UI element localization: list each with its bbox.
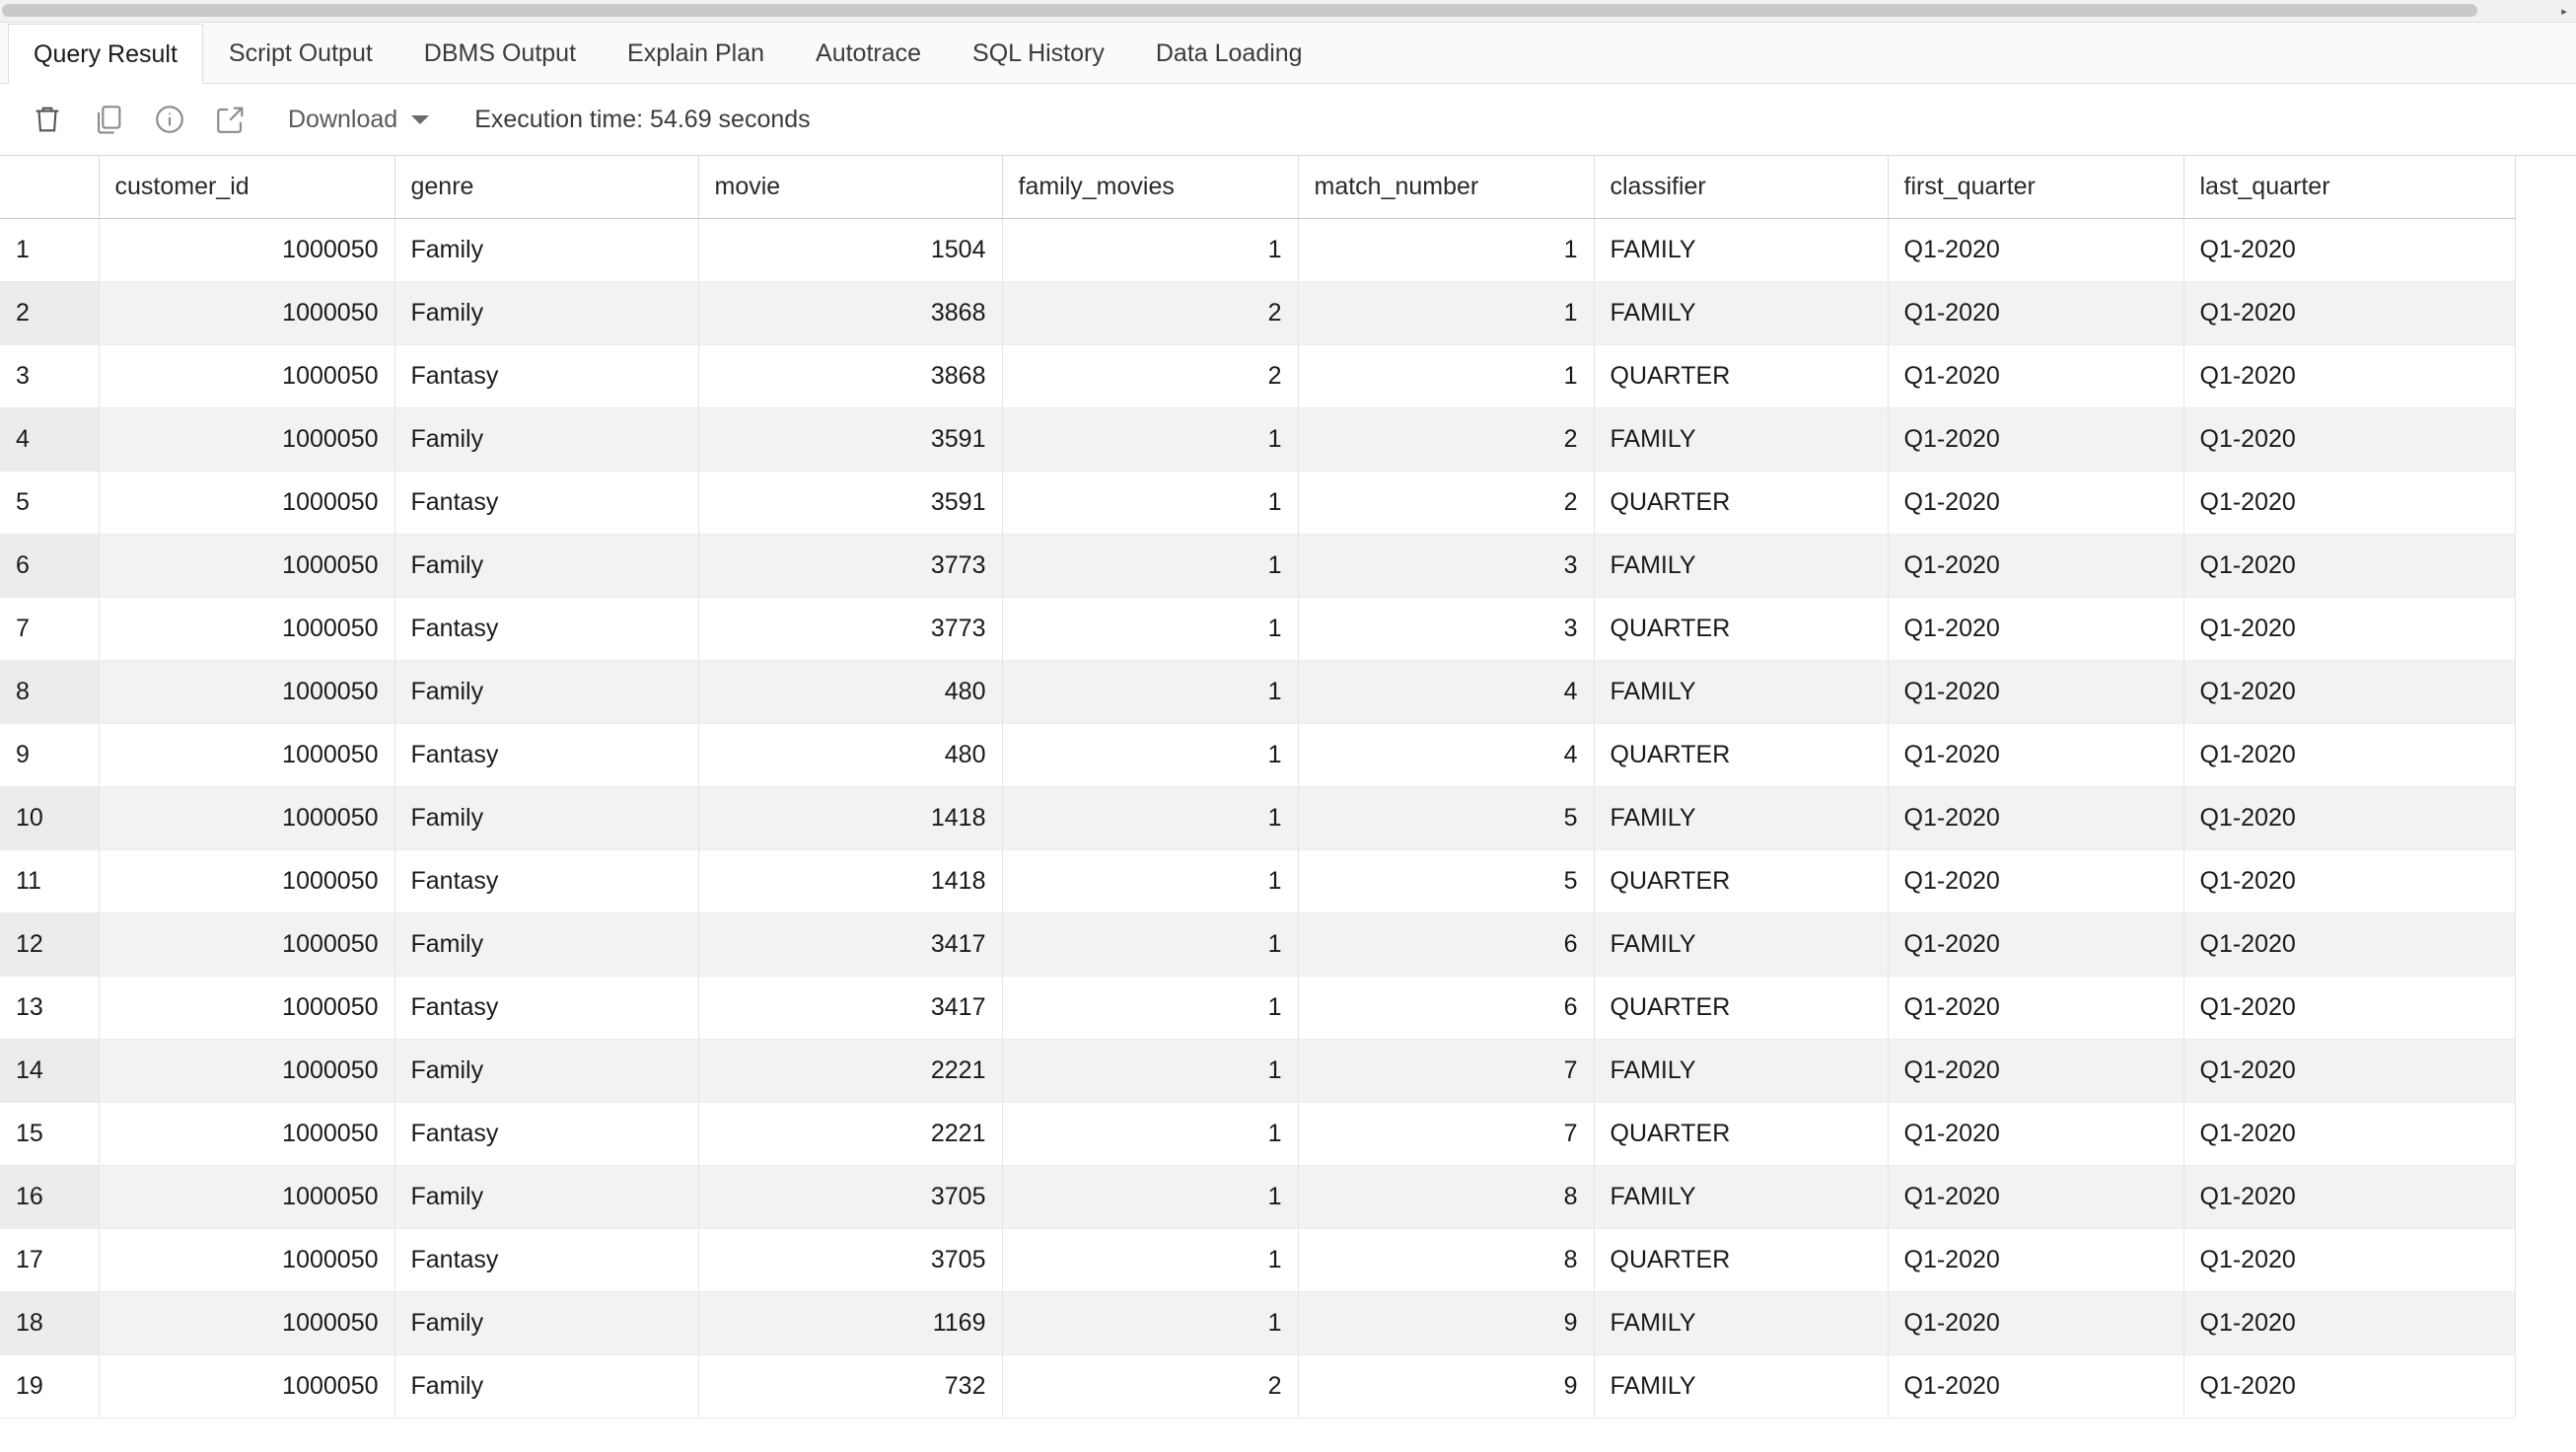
table-cell[interactable]: 1169 [698, 1291, 1002, 1354]
table-cell[interactable]: Fantasy [394, 597, 698, 660]
table-cell[interactable]: 2 [1298, 407, 1594, 471]
table-cell[interactable]: Q1-2020 [1888, 1228, 2183, 1291]
table-cell[interactable]: Family [394, 660, 698, 723]
table-row[interactable] [0, 1039, 2515, 1102]
table-cell[interactable]: 1000050 [99, 1102, 394, 1165]
table-cell[interactable]: Family [394, 1165, 698, 1228]
table-cell[interactable]: 1000050 [99, 1228, 394, 1291]
results-tabbar [0, 23, 2576, 84]
table-cell[interactable]: Q1-2020 [1888, 471, 2183, 534]
table-cell[interactable]: 2 [1298, 471, 1594, 534]
table-cell[interactable]: Q1-2020 [2183, 912, 2515, 976]
table-cell[interactable]: Q1-2020 [2183, 597, 2515, 660]
table-cell[interactable]: 7 [1298, 1039, 1594, 1102]
table-cell[interactable]: Q1-2020 [2183, 1039, 2515, 1102]
table-cell[interactable]: QUARTER [1594, 976, 1888, 1039]
table-cell[interactable]: Fantasy [394, 344, 698, 407]
table-body [0, 218, 2515, 1417]
tab-explain-plan[interactable]: Explain Plan [627, 39, 765, 67]
row-number-cell[interactable]: 14 [0, 1039, 99, 1102]
table-cell[interactable]: 6 [1298, 976, 1594, 1039]
table-cell[interactable]: Q1-2020 [1888, 849, 2183, 912]
table-cell[interactable]: Q1-2020 [1888, 912, 2183, 976]
table-row[interactable] [0, 407, 2515, 471]
table-cell[interactable]: FAMILY [1594, 660, 1888, 723]
table-cell[interactable]: FAMILY [1594, 786, 1888, 849]
table-cell[interactable]: 3773 [698, 597, 1002, 660]
table-cell[interactable]: Q1-2020 [1888, 1165, 2183, 1228]
row-number-cell[interactable]: 4 [0, 407, 99, 471]
table-cell[interactable]: 1 [1002, 1102, 1298, 1165]
table-cell[interactable]: 9 [1298, 1354, 1594, 1417]
table-cell[interactable]: Fantasy [394, 976, 698, 1039]
row-number-cell[interactable]: 18 [0, 1291, 99, 1354]
table-cell[interactable]: Family [394, 218, 698, 281]
table-row[interactable] [0, 597, 2515, 660]
table-row[interactable] [0, 786, 2515, 849]
table-header-row [0, 156, 2515, 218]
table-cell[interactable]: Q1-2020 [1888, 723, 2183, 786]
table-cell[interactable]: Fantasy [394, 723, 698, 786]
row-number-cell[interactable]: 6 [0, 534, 99, 597]
table-cell[interactable]: Family [394, 281, 698, 344]
table-cell[interactable]: Q1-2020 [2183, 1354, 2515, 1417]
table-cell[interactable]: Q1-2020 [1888, 660, 2183, 723]
table-cell[interactable]: 1000050 [99, 1165, 394, 1228]
table-cell[interactable]: 3705 [698, 1165, 1002, 1228]
tab-script-output[interactable]: Script Output [228, 39, 373, 67]
table-cell[interactable]: 8 [1298, 1165, 1594, 1228]
table-cell[interactable]: Q1-2020 [2183, 849, 2515, 912]
table-cell[interactable]: 2221 [698, 1102, 1002, 1165]
table-cell[interactable]: 1000050 [99, 534, 394, 597]
table-cell[interactable]: 1000050 [99, 281, 394, 344]
table-cell[interactable]: FAMILY [1594, 1291, 1888, 1354]
table-cell[interactable]: 1 [1002, 407, 1298, 471]
column-header-family_movies[interactable]: family_movies [1002, 156, 1298, 218]
info-icon[interactable] [144, 94, 195, 145]
table-cell[interactable]: Q1-2020 [1888, 407, 2183, 471]
table-cell[interactable]: QUARTER [1594, 723, 1888, 786]
table-row[interactable] [0, 218, 2515, 281]
table-cell[interactable]: 5 [1298, 849, 1594, 912]
table-cell[interactable]: 3 [1298, 534, 1594, 597]
table-cell[interactable]: 1000050 [99, 1039, 394, 1102]
table-row[interactable] [0, 471, 2515, 534]
table-cell[interactable]: 1000050 [99, 1354, 394, 1417]
row-number-cell[interactable]: 11 [0, 849, 99, 912]
table-cell[interactable]: Q1-2020 [1888, 597, 2183, 660]
table-row[interactable] [0, 1291, 2515, 1354]
row-number-cell[interactable]: 19 [0, 1354, 99, 1417]
table-cell[interactable]: 2 [1002, 344, 1298, 407]
table-cell[interactable]: Q1-2020 [1888, 1039, 2183, 1102]
table-cell[interactable]: Q1-2020 [2183, 534, 2515, 597]
scrollbar-thumb[interactable] [2, 4, 2477, 17]
column-header-last_quarter[interactable]: last_quarter [2183, 156, 2515, 218]
table-cell[interactable]: QUARTER [1594, 344, 1888, 407]
table-cell[interactable]: Family [394, 1291, 698, 1354]
table-cell[interactable]: Family [394, 1354, 698, 1417]
table-row[interactable] [0, 344, 2515, 407]
table-cell[interactable]: 3591 [698, 471, 1002, 534]
table-cell[interactable]: 4 [1298, 660, 1594, 723]
row-number-cell[interactable]: 17 [0, 1228, 99, 1291]
table-cell[interactable]: 3868 [698, 281, 1002, 344]
table-cell[interactable]: Q1-2020 [1888, 1291, 2183, 1354]
download-label: Download [288, 105, 398, 133]
table-cell[interactable]: FAMILY [1594, 534, 1888, 597]
table-cell[interactable]: 1 [1002, 1039, 1298, 1102]
table-cell[interactable]: 9 [1298, 1291, 1594, 1354]
table-cell[interactable]: FAMILY [1594, 218, 1888, 281]
table-cell[interactable]: 1000050 [99, 723, 394, 786]
row-number-cell[interactable]: 5 [0, 471, 99, 534]
table-cell[interactable]: Q1-2020 [2183, 1102, 2515, 1165]
column-header-match_number[interactable]: match_number [1298, 156, 1594, 218]
table-cell[interactable]: 1 [1002, 912, 1298, 976]
column-header-classifier[interactable]: classifier [1594, 156, 1888, 218]
column-header-movie[interactable]: movie [698, 156, 1002, 218]
table-cell[interactable]: Q1-2020 [1888, 786, 2183, 849]
table-cell[interactable]: Family [394, 912, 698, 976]
table-cell[interactable]: 3417 [698, 976, 1002, 1039]
row-number-cell[interactable]: 10 [0, 786, 99, 849]
table-cell[interactable]: 480 [698, 723, 1002, 786]
table-row[interactable] [0, 1165, 2515, 1228]
tab-dbms-output[interactable]: DBMS Output [423, 39, 577, 67]
table-cell[interactable]: FAMILY [1594, 281, 1888, 344]
column-header-first_quarter[interactable]: first_quarter [1888, 156, 2183, 218]
scroll-right-arrow-icon[interactable]: ▸ [2552, 0, 2576, 22]
table-cell[interactable]: 3705 [698, 1228, 1002, 1291]
table-cell[interactable]: FAMILY [1594, 407, 1888, 471]
table-cell[interactable]: 2 [1002, 1354, 1298, 1417]
table-cell[interactable]: Family [394, 786, 698, 849]
table-cell[interactable]: QUARTER [1594, 849, 1888, 912]
table-cell[interactable]: Q1-2020 [2183, 218, 2515, 281]
table-cell[interactable]: 1504 [698, 218, 1002, 281]
row-number-cell[interactable]: 3 [0, 344, 99, 407]
row-number-cell[interactable]: 13 [0, 976, 99, 1039]
table-cell[interactable]: 1000050 [99, 976, 394, 1039]
table-cell[interactable]: 1000050 [99, 218, 394, 281]
row-number-cell[interactable]: 8 [0, 660, 99, 723]
result-table [0, 156, 2516, 1418]
table-cell[interactable]: 1 [1002, 786, 1298, 849]
table-cell[interactable]: 1000050 [99, 786, 394, 849]
results-toolbar [0, 84, 2576, 155]
table-cell[interactable]: Q1-2020 [2183, 407, 2515, 471]
table-row[interactable] [0, 281, 2515, 344]
trash-icon[interactable] [22, 94, 73, 145]
table-row[interactable] [0, 1102, 2515, 1165]
horizontal-scrollbar[interactable] [0, 0, 2576, 23]
table-cell[interactable]: 1 [1002, 660, 1298, 723]
table-cell[interactable]: 480 [698, 660, 1002, 723]
tab-sql-history[interactable]: SQL History [972, 39, 1105, 67]
table-row[interactable] [0, 1228, 2515, 1291]
table-cell[interactable]: 3591 [698, 407, 1002, 471]
table-cell[interactable]: Q1-2020 [1888, 281, 2183, 344]
table-cell[interactable]: 1000050 [99, 660, 394, 723]
table-cell[interactable]: 1 [1002, 1228, 1298, 1291]
table-cell[interactable]: Fantasy [394, 1228, 698, 1291]
table-row[interactable] [0, 1354, 2515, 1417]
table-cell[interactable]: 1 [1002, 471, 1298, 534]
column-header-rownum[interactable] [0, 156, 99, 218]
table-cell[interactable]: 1 [1002, 1291, 1298, 1354]
open-external-icon[interactable] [205, 94, 256, 145]
table-cell[interactable]: 3868 [698, 344, 1002, 407]
column-header-customer_id[interactable]: customer_id [99, 156, 394, 218]
table-row[interactable] [0, 534, 2515, 597]
table-cell[interactable]: 3 [1298, 597, 1594, 660]
download-button[interactable] [288, 106, 429, 134]
table-row[interactable] [0, 976, 2515, 1039]
table-header [0, 156, 2515, 218]
table-cell[interactable]: 1000050 [99, 407, 394, 471]
table-cell[interactable]: Fantasy [394, 471, 698, 534]
table-cell[interactable]: Q1-2020 [1888, 1102, 2183, 1165]
row-number-cell[interactable]: 15 [0, 1102, 99, 1165]
table-cell[interactable]: FAMILY [1594, 1039, 1888, 1102]
table-cell[interactable]: 1 [1002, 849, 1298, 912]
execution-time-label: Execution time: 54.69 seconds [474, 105, 811, 133]
table-row[interactable] [0, 723, 2515, 786]
table-cell[interactable]: 732 [698, 1354, 1002, 1417]
table-cell[interactable]: 5 [1298, 786, 1594, 849]
table-cell[interactable]: Q1-2020 [1888, 976, 2183, 1039]
table-cell[interactable]: 6 [1298, 912, 1594, 976]
table-cell[interactable]: 1000050 [99, 1291, 394, 1354]
table-row[interactable] [0, 660, 2515, 723]
table-cell[interactable]: 1 [1002, 976, 1298, 1039]
table-cell[interactable]: 1 [1298, 344, 1594, 407]
table-cell[interactable]: Q1-2020 [2183, 786, 2515, 849]
table-cell[interactable]: 1 [1002, 218, 1298, 281]
table-cell[interactable]: QUARTER [1594, 1228, 1888, 1291]
table-cell[interactable]: 1 [1298, 218, 1594, 281]
tab-data-loading[interactable]: Data Loading [1155, 39, 1303, 67]
table-cell[interactable]: 1000050 [99, 597, 394, 660]
table-cell[interactable]: Q1-2020 [2183, 281, 2515, 344]
table-cell[interactable]: Family [394, 1039, 698, 1102]
table-cell[interactable]: 1000050 [99, 912, 394, 976]
table-cell[interactable]: FAMILY [1594, 1354, 1888, 1417]
table-cell[interactable]: Q1-2020 [2183, 1228, 2515, 1291]
table-cell[interactable]: Fantasy [394, 1102, 698, 1165]
tab-autotrace[interactable]: Autotrace [816, 39, 922, 67]
table-cell[interactable]: 1418 [698, 786, 1002, 849]
table-cell[interactable]: Q1-2020 [1888, 534, 2183, 597]
table-row[interactable] [0, 912, 2515, 976]
table-cell[interactable]: Q1-2020 [2183, 1165, 2515, 1228]
table-cell[interactable]: FAMILY [1594, 1165, 1888, 1228]
column-header-genre[interactable]: genre [394, 156, 698, 218]
table-cell[interactable]: Q1-2020 [2183, 1291, 2515, 1354]
chevron-down-icon[interactable] [411, 115, 429, 124]
table-cell[interactable]: 3773 [698, 534, 1002, 597]
row-number-cell[interactable]: 9 [0, 723, 99, 786]
table-cell[interactable]: Q1-2020 [2183, 723, 2515, 786]
table-cell[interactable]: 1 [1002, 1165, 1298, 1228]
table-cell[interactable]: QUARTER [1594, 1102, 1888, 1165]
table-cell[interactable]: 4 [1298, 723, 1594, 786]
table-cell[interactable]: 2221 [698, 1039, 1002, 1102]
table-cell[interactable]: Family [394, 534, 698, 597]
result-grid[interactable] [0, 155, 2576, 1452]
table-cell[interactable]: QUARTER [1594, 597, 1888, 660]
table-cell[interactable]: Q1-2020 [1888, 218, 2183, 281]
row-number-cell[interactable]: 12 [0, 912, 99, 976]
table-cell[interactable]: 7 [1298, 1102, 1594, 1165]
table-cell[interactable]: 1 [1002, 723, 1298, 786]
table-cell[interactable]: 3417 [698, 912, 1002, 976]
table-cell[interactable]: 1 [1002, 597, 1298, 660]
table-cell[interactable]: Q1-2020 [1888, 1354, 2183, 1417]
table-cell[interactable]: Q1-2020 [2183, 976, 2515, 1039]
table-cell[interactable]: 1 [1298, 281, 1594, 344]
table-cell[interactable]: 1 [1002, 534, 1298, 597]
row-number-cell[interactable]: 7 [0, 597, 99, 660]
table-cell[interactable]: FAMILY [1594, 912, 1888, 976]
table-cell[interactable]: 1418 [698, 849, 1002, 912]
table-cell[interactable]: Fantasy [394, 849, 698, 912]
table-cell[interactable]: Q1-2020 [2183, 471, 2515, 534]
tab-query-result[interactable]: Query Result [8, 24, 203, 84]
table-cell[interactable]: Family [394, 407, 698, 471]
table-cell[interactable]: 1000050 [99, 471, 394, 534]
table-cell[interactable]: Q1-2020 [2183, 344, 2515, 407]
table-cell[interactable]: QUARTER [1594, 471, 1888, 534]
table-row[interactable] [0, 849, 2515, 912]
table-cell[interactable]: 8 [1298, 1228, 1594, 1291]
row-number-cell[interactable]: 1 [0, 218, 99, 281]
table-cell[interactable]: 1000050 [99, 344, 394, 407]
table-cell[interactable]: Q1-2020 [2183, 660, 2515, 723]
table-cell[interactable]: 1000050 [99, 849, 394, 912]
row-number-cell[interactable]: 2 [0, 281, 99, 344]
table-cell[interactable]: Q1-2020 [1888, 344, 2183, 407]
copy-icon[interactable] [83, 94, 134, 145]
table-cell[interactable]: 2 [1002, 281, 1298, 344]
row-number-cell[interactable]: 16 [0, 1165, 99, 1228]
